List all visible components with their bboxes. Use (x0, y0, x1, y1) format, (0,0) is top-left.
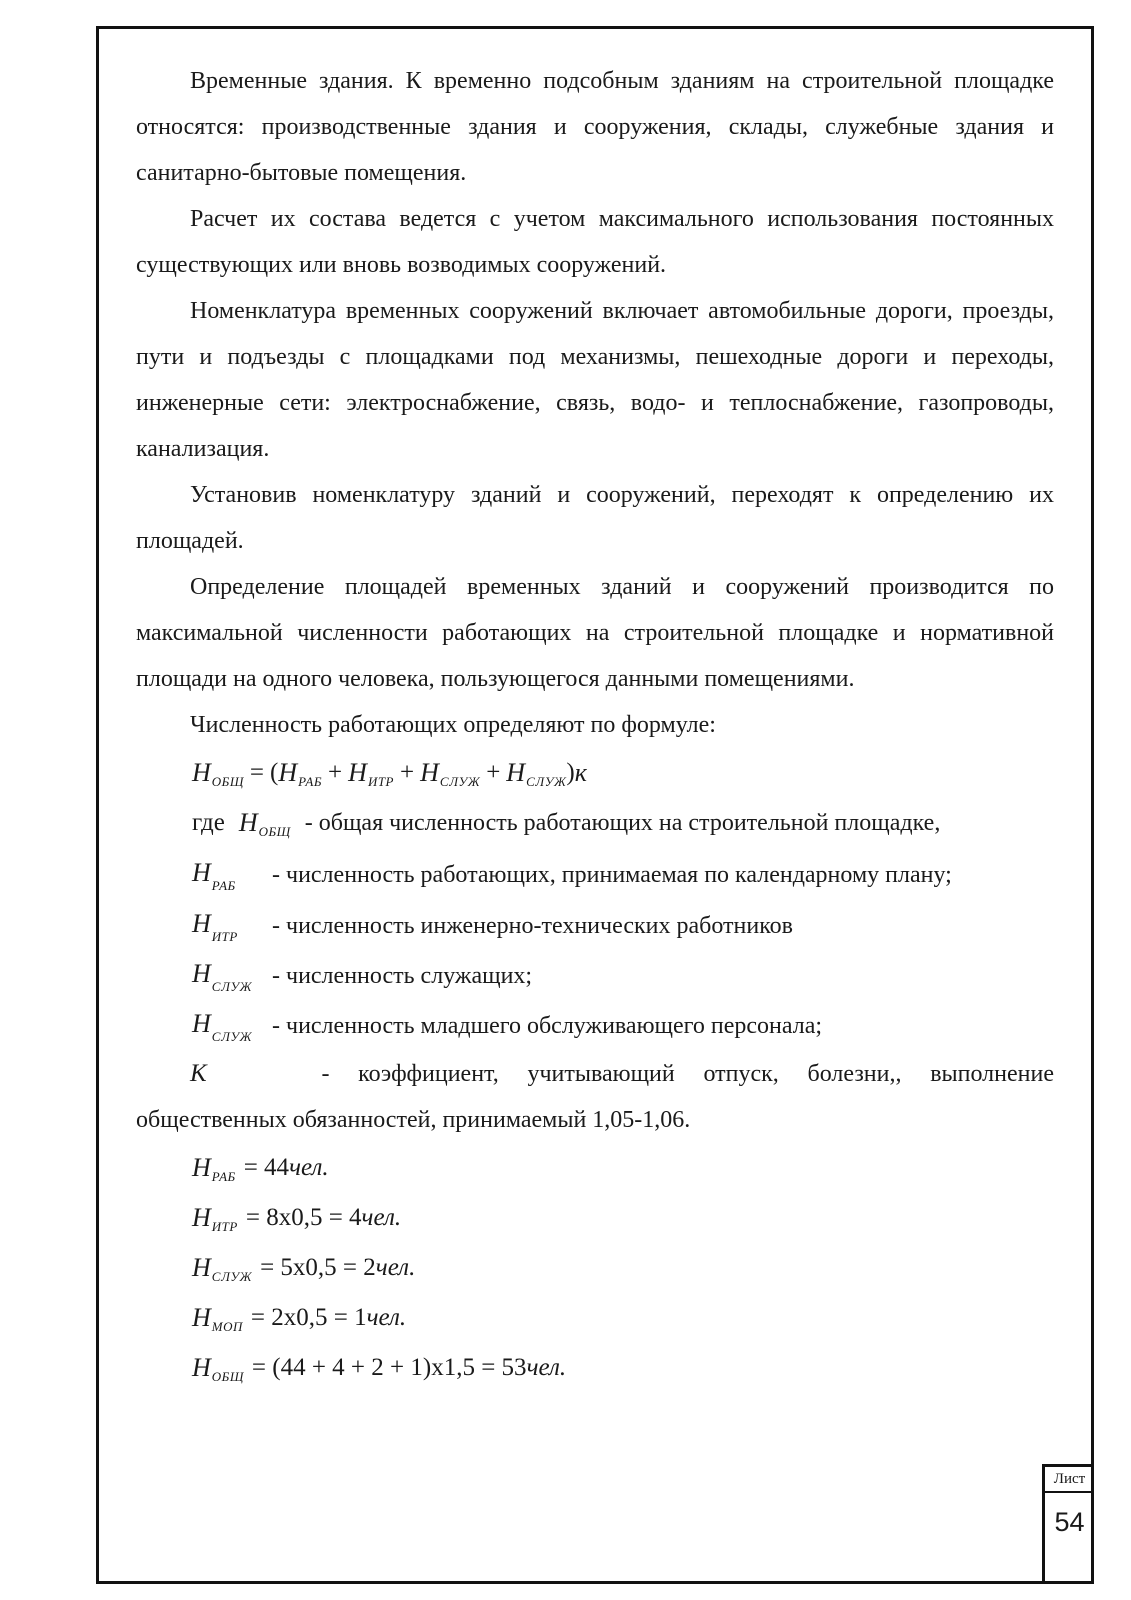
definition-subscript: СЛУЖ (211, 979, 253, 994)
calc-expression: = 8x0,5 = 4 (245, 1204, 362, 1231)
definition-subscript: ОБЩ (258, 824, 291, 839)
definition-subscript: РАБ (211, 877, 236, 893)
definition-text: - численность служащих; (272, 963, 533, 989)
calc-unit: чел. (366, 1304, 407, 1331)
calc-unit: чел. (526, 1354, 567, 1381)
main-formula (136, 748, 1054, 798)
formula-subscript: СЛУЖ (526, 774, 567, 789)
definition-obsh (136, 798, 1054, 848)
calc-subscript: МОП (211, 1319, 243, 1334)
definition-symbol: Н (192, 857, 211, 887)
formula-subscript: ИТР (367, 774, 394, 789)
calc-unit: чел. (375, 1254, 416, 1281)
calc-symbol: Н (192, 1353, 211, 1382)
definition-itr (136, 901, 1054, 951)
sheet-label: Лист (1045, 1467, 1094, 1493)
definition-text: - общая численность работающих на строительной площадке, (304, 810, 941, 836)
formula-subscript: ОБЩ (211, 774, 244, 789)
calc-subscript: ИТР (211, 1219, 238, 1234)
formula-paren: ) (566, 759, 575, 786)
paragraph-areas: Установив номенклатуру зданий и сооружений, переходят к определению их площадей. (136, 482, 1054, 554)
calc-symbol: Н (192, 1153, 211, 1182)
formula-symbol: Н (506, 758, 526, 787)
calc-expression: = 44 (243, 1154, 290, 1181)
formula-operator: = (249, 759, 265, 786)
formula-symbol: Н (278, 758, 298, 787)
formula-symbol: Н (192, 758, 211, 787)
definition-k (136, 1051, 1054, 1097)
formula-intro: Численность работающих определяют по формуле: (190, 712, 716, 738)
definition-symbol: Н (238, 808, 258, 837)
formula-paren: ( (270, 759, 279, 786)
paragraph-temporary-buildings: Временные здания. К временно подсобным зданиям на строительной площадке относятся: производственные здания и сооружения, склады, служебные здания и санитарно-бытовые помещения. (136, 68, 1054, 186)
calc-expression: = 2x0,5 = 1 (250, 1304, 367, 1331)
formula-symbol: Н (420, 758, 439, 787)
formula-coefficient: к (574, 758, 587, 787)
formula-symbol: Н (348, 758, 367, 787)
sheet-number: 54 (1054, 1507, 1085, 1537)
sheet-number-box (1042, 1464, 1094, 1584)
definition-symbol: Н (192, 909, 211, 938)
definition-k-continued: общественных обязанностей, принимаемый 1,05-1,06. (136, 1107, 691, 1133)
calc-unit: чел. (361, 1204, 402, 1231)
where-label: где (192, 809, 225, 836)
definition-mop (136, 1001, 1054, 1051)
calc-obsh (136, 1343, 1054, 1393)
paragraph-area-determination: Определение площадей временных зданий и сооружений производится по максимальной численности работающих на строительной площадке и нормативной площади на одного человека, пользующегося данными помещениями. (136, 574, 1054, 692)
definition-rab (136, 848, 1054, 901)
formula-operator: + (400, 759, 415, 786)
calc-symbol: Н (192, 1303, 211, 1332)
calc-expression: = (44 + 4 + 2 + 1)x1,5 = 53 (251, 1354, 527, 1381)
definition-text: - численность младшего обслуживающего персонала; (272, 1013, 823, 1039)
definition-subscript: СЛУЖ (211, 1029, 253, 1044)
calc-expression: = 5x0,5 = 2 (260, 1254, 376, 1281)
calc-subscript: ОБЩ (211, 1369, 244, 1384)
calc-mop (136, 1293, 1054, 1343)
calc-symbol: Н (192, 1253, 211, 1282)
definition-text: - численность работающих, принимаемая по календарному плану; (272, 861, 952, 888)
document-body (136, 58, 1054, 1393)
formula-operator: + (486, 759, 501, 786)
paragraph-nomenclature: Номенклатура временных сооружений включает автомобильные дороги, проезды, пути и подъезды с площадками под механизмы, пешеходные дороги и переходы, инженерные сети: электроснабжение, связь, водо- и теплоснабжение, газопроводы, канализация. (136, 298, 1054, 462)
calc-unit: чел. (289, 1154, 329, 1181)
calc-itr (136, 1193, 1054, 1243)
paragraph-composition: Расчет их состава ведется с учетом максимального использования постоянных существующих или вновь возводимых сооружений. (136, 206, 1054, 278)
definition-symbol: Н (192, 1009, 211, 1038)
definition-sluzh (136, 951, 1054, 1001)
calc-rab (136, 1143, 1054, 1193)
definition-subscript: ИТР (211, 929, 238, 944)
calc-sluzh (136, 1243, 1054, 1293)
definition-text: - численность инженерно-технических работников (272, 913, 793, 939)
calc-symbol: Н (192, 1203, 211, 1232)
calc-subscript: СЛУЖ (211, 1269, 253, 1284)
calc-subscript: РАБ (211, 1169, 236, 1184)
coefficient-symbol: К (190, 1060, 207, 1087)
definition-text: - коэффициент, учитывающий отпуск, болезни,, выполнение (321, 1061, 1054, 1087)
definition-symbol: Н (192, 959, 211, 988)
formula-operator: + (328, 759, 343, 786)
formula-subscript: РАБ (298, 774, 323, 789)
formula-subscript: СЛУЖ (439, 774, 481, 789)
